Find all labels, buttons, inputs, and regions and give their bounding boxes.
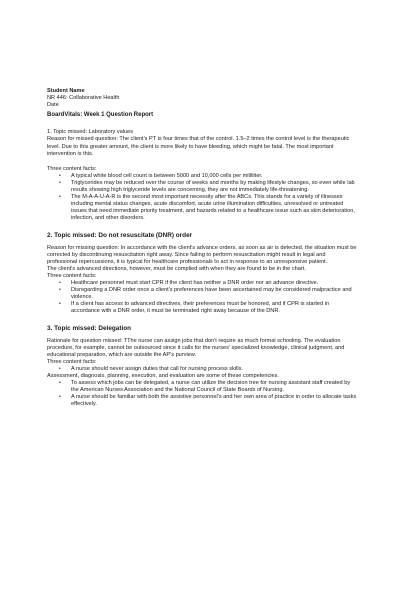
section-2-reason-2: The client's advanced directions, however, must be complied with when they are found to be in the chart. — [47, 265, 306, 272]
document-content — [47, 88, 357, 409]
section-3-fact: • A nurse should never assign duties that call for nursing process skills. — [57, 366, 357, 373]
section-2-fact: • If a client has access to advanced directives, their preferences must be honored, and if CPR is started in accordance with a DNR order, it must be terminated right away because of the DNR. — [57, 301, 357, 315]
section-1-reason: Reason for missed question: The client's PT is four times that of the control. 1.5–2 times the control level is the therapeutic level. Due to this greater amount, the client is more likely to have bleeding, which might be fatal. The most important intervention is this. — [47, 136, 350, 157]
section-3-heading: 3. Topic missed: Delegation — [47, 324, 132, 332]
student-name: Student Name — [47, 88, 85, 94]
section-2-fact: • Healthcare personnel must start CPR if the client has neither a DNR order nor an advance directive. — [57, 280, 357, 287]
course-name: NR 446: Collaborative Health — [47, 95, 120, 102]
section-3-fact: • To assess which jobs can be delegated, a nurse can utilize the decision tree for nursing assistant staff created by the American Nurses Association and the National Council of State Boards of Nursing. — [57, 380, 357, 394]
section-3-assessment: Assessment, diagnosis, planning, execution, and evaluation are some of these competencies. — [47, 373, 279, 380]
section-2-facts — [47, 280, 357, 315]
section-2-facts-label: Three content facts: — [47, 272, 97, 279]
section-3-facts — [47, 366, 357, 373]
section-1-facts-label: Three content facts: — [47, 165, 97, 172]
section-3-rationale: Rationale for question missed: TThe nurse can assign jobs that don't require as much formal schooling. The evaluation procedure, for example, cannot be outsourced since it calls for the nurses' specialized knowledge, clinical judgment, and educational preparation, which are outside the AP's purview. — [47, 337, 345, 358]
section-1-fact: • The M-A-A-U-A-R is the second most important necessity after the ABCs. This stands for a variety of illnesses including mental status changes, acute discomfort, acute urine illumination difficulties, unresolved or untreated issues that need immediate priority treatment, and hazards related to a healthcare issue such as skin deterioration, infection, and other disorders. — [57, 194, 357, 222]
section-3-fact: • A nurse should be familiar with both the assistive personnel's and her own area of practice in order to allocate tasks effectively. — [57, 394, 357, 408]
section-1-facts — [47, 173, 357, 223]
section-1-fact: • Triglycerides may be reduced over the course of weeks and months by making lifestyle changes, so even while lab results showing high triglyceride levels are concerning, they are not immediately life-threatening. — [57, 180, 357, 194]
section-2-reason: Reason for missing question: In accordance with the client's advance orders, as soon as air is detected, the situation must be corrected by discontinuing resuscitation right away. Since failing to perform resuscitation might result in legal and professional repercussions, it is typical for healthcare professionals to act in response to an unresponsive patient. — [47, 244, 357, 265]
report-title: BoardVitals: Week 1 Question Report — [47, 112, 154, 119]
section-3-facts-rest — [47, 380, 357, 408]
section-2-fact: • Disregarding a DNR order once a client's preferences have been ascertained may be considered malpractice and violence. — [57, 287, 357, 301]
section-2-heading: 2. Topic missed: Do not resuscitate (DNR) order — [47, 231, 193, 239]
section-3-facts-label: Three content facts: — [47, 358, 97, 365]
date-label: Date — [47, 102, 59, 109]
section-1-heading: 1. Topic missed: Laboratory values — [47, 129, 134, 136]
section-1-fact: • A typical white blood cell count is between 5000 and 10,000 cells per milliliter. — [57, 173, 357, 180]
